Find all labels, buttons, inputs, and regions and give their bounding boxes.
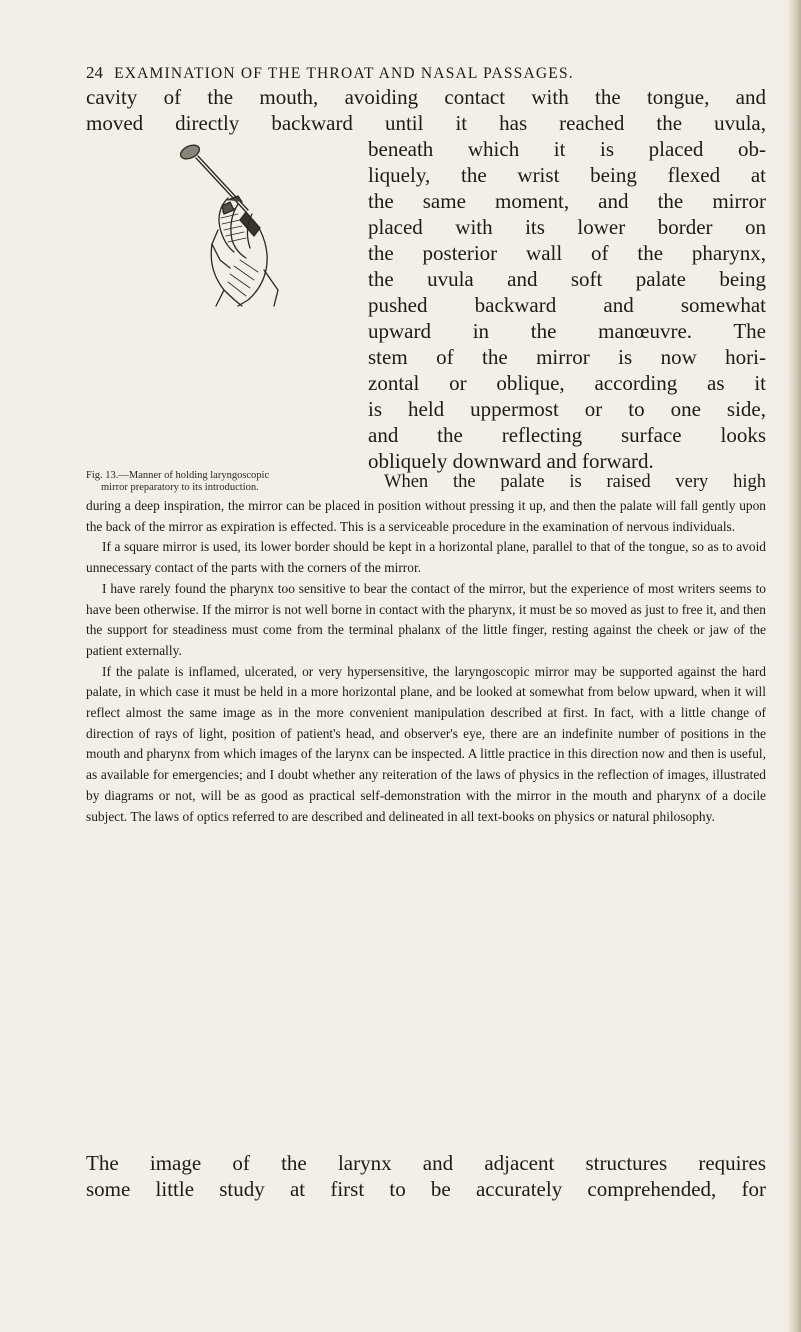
text-line: the same moment, and the mirror [368, 189, 766, 213]
text-line: some little study at first to be accurately comprehended, for [86, 1177, 766, 1201]
text-line: pushed backward and somewhat [368, 293, 766, 317]
text-line: the uvula and soft palate being [368, 267, 766, 291]
text-line: obliquely downward and forward. [368, 449, 654, 473]
page-edge-shadow [787, 0, 801, 1332]
running-head [86, 63, 786, 83]
text-line: the posterior wall of the pharynx, [368, 241, 766, 265]
figure-hand-holding-mirror [168, 140, 338, 310]
text-line: When the palate is raised very high [384, 472, 766, 492]
text-line: placed with its lower border on [368, 215, 766, 239]
page-number: 24 [86, 63, 103, 82]
paragraph: If the palate is inflamed, ulcerated, or very hypersensitive, the laryngoscopic mirror may be supported against the hard palate, in which case it must be held in a more horizontal plane, and be looked at somewhat from below upward, when it will reflect almost the same image as in the more convenient manipulation described at first. In fact, with a little change of direction of rays of light, position of patient's head, and observer's eye, there are an indefinite number of positions in the mouth and pharynx from which images of the larynx can be inspected. A little practice in this direction now and then is useful, as available for emergencies; and I doubt whether any reiteration of the laws of physics in the reflection of images, illustrated by diagrams or not, will be as good as practical self-demonstration with the mirror in the mouth and pharynx of a docile subject. The laws of optics referred to are described and delineated in all text-books on physics or natural philosophy. [86, 663, 766, 824]
text-line: is held uppermost or to one side, [368, 397, 766, 421]
text-line: stem of the mirror is now hori- [368, 345, 766, 369]
running-title: EXAMINATION OF THE THROAT AND NASAL PASSAGES. [114, 65, 574, 82]
text-line: and the reflecting surface looks [368, 423, 766, 447]
text-line: upward in the manœuvre. The [368, 319, 766, 343]
paragraph: I have rarely found the pharynx too sensitive to bear the contact of the mirror, but the experience of most writers seems to have been otherwise. If the mirror is not well borne in contact with the pharynx, it must be so moved as just to free it, and then the support for steadiness must come from the terminal phalanx of the little finger, resting against the cheek or jaw of the patient externally. [86, 580, 766, 658]
paragraph: during a deep inspiration, the mirror can be placed in position without pressing it up, and then the palate will fall gently upon the back of the mirror as expiration is effected. This is a serviceable procedure in the examination of nervous individuals. [86, 498, 766, 534]
paragraph: If a square mirror is used, its lower border should be kept in a horizontal plane, parallel to that of the tongue, so as to avoid unnecessary contact of the parts with the corners of the mirror. [86, 539, 766, 576]
text-line: The image of the larynx and adjacent structures requires [86, 1151, 766, 1175]
figure-caption [86, 470, 356, 494]
caption-line-2: mirror preparatory to its introduction. [101, 482, 259, 493]
text-line: liquely, the wrist being flexed at [368, 163, 766, 187]
text-line: beneath which it is placed ob- [368, 137, 766, 161]
caption-line-1: Fig. 13.—Manner of holding laryngoscopic [86, 470, 270, 481]
hand-mirror-illustration [168, 140, 338, 310]
text-line: moved directly backward until it has reached the uvula, [86, 111, 766, 135]
body-text [86, 496, 766, 827]
text-line: cavity of the mouth, avoiding contact with the tongue, and [86, 85, 766, 109]
text-line: zontal or oblique, according as it [368, 371, 766, 395]
